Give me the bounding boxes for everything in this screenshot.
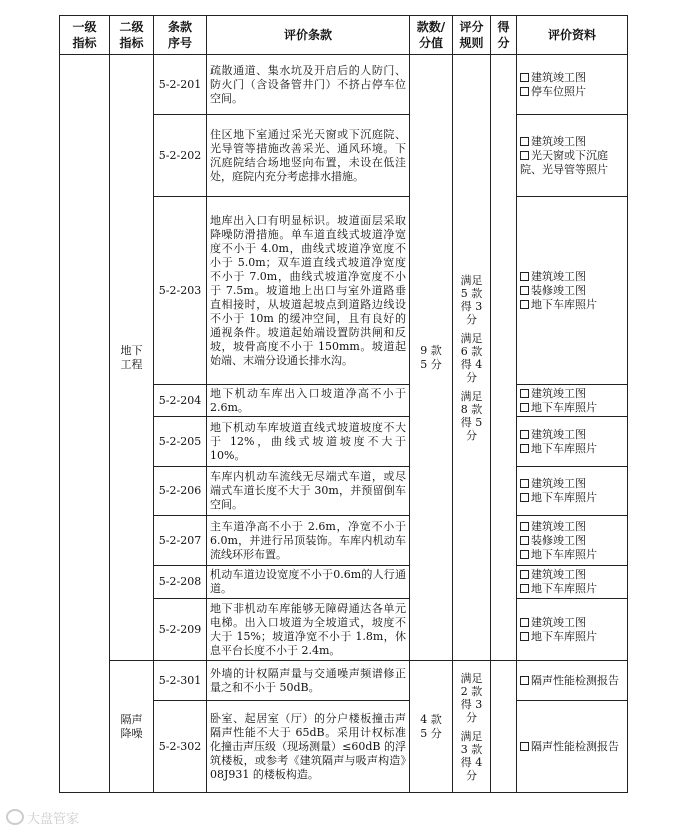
doc-label: 建筑竣工图 xyxy=(531,134,586,148)
evaluation-docs xyxy=(517,197,628,385)
doc-label: 地下车库照片 xyxy=(531,547,597,561)
checkbox[interactable] xyxy=(520,389,529,398)
clause-text: 住区地下室通过采光天窗或下沉庭院、光导管等措施改善采光、通风环境。下沉庭院结合场地竖向布置，未设在低洼处，庭院内充分考虑排水措施。 xyxy=(207,115,410,197)
doc-label: 建筑竣工图 xyxy=(531,568,586,581)
scoring-rule-line: 分 xyxy=(466,370,477,384)
clause-number: 5-2-203 xyxy=(154,197,207,385)
doc-label: 建筑竣工图 xyxy=(531,477,586,490)
scoring-rule xyxy=(456,274,487,326)
score-cell[interactable] xyxy=(491,661,517,793)
checkbox[interactable] xyxy=(520,137,529,146)
scoring-rule-line: 满足 xyxy=(460,331,483,345)
evaluation-docs xyxy=(517,55,628,115)
evaluation-docs xyxy=(517,516,628,566)
doc-label: 建筑竣工图 xyxy=(531,70,586,84)
watermark xyxy=(6,808,79,827)
doc-item xyxy=(520,477,624,491)
header-count-score: 款数/ 分值 xyxy=(410,16,453,55)
header-clause-no: 条款 序号 xyxy=(154,16,207,55)
evaluation-docs xyxy=(517,115,628,197)
checkbox[interactable] xyxy=(520,584,529,593)
scoring-rule-cell xyxy=(453,55,491,661)
clause-text: 地库出入口有明显标识。坡道面层采取降噪防滑措施。单车道直线式坡道净宽度不小于 4.0m，曲线式坡道净宽度不小于 5.0m；双车道直线式坡道净宽度不小于 7.0m，曲线式坡道净宽度不小于 7.5m。坡道地上出口与室外道路垂直相接时，从坡道起坡点到道路边线设不小于 10m 的缓冲空间，且有良好的通视条件。坡道起始端设置防洪闸和反坡，坡骨高度不小于 150mm。坡道起始端、末端分设通长排水沟。 xyxy=(207,197,410,385)
doc-item xyxy=(520,298,624,312)
doc-item xyxy=(520,568,624,582)
evaluation-docs xyxy=(517,566,628,599)
doc-item xyxy=(520,270,624,284)
scoring-rule-line: 6 款 xyxy=(460,344,483,358)
doc-label: 光天窗或下沉庭院、光导管等照片 xyxy=(520,148,608,176)
doc-label: 建筑竣工图 xyxy=(531,615,586,629)
doc-item xyxy=(520,582,624,596)
scoring-rule xyxy=(456,390,487,442)
scoring-rule-line: 得 3 xyxy=(460,697,483,711)
doc-item xyxy=(520,149,624,177)
doc-label: 隔声性能检测报告 xyxy=(531,673,619,687)
scoring-rule-line: 分 xyxy=(466,710,477,724)
checkbox[interactable] xyxy=(520,73,529,82)
scoring-rule-line: 得 4 xyxy=(460,357,483,371)
scoring-rule-line: 5 款 xyxy=(460,286,483,300)
doc-item xyxy=(520,740,624,754)
checkbox[interactable] xyxy=(520,493,529,502)
doc-label: 建筑竣工图 xyxy=(531,269,586,283)
score-cell[interactable] xyxy=(491,55,517,661)
clause-number: 5-2-207 xyxy=(154,516,207,566)
level1-cell xyxy=(60,55,110,793)
scoring-rule-line: 分 xyxy=(466,428,477,442)
scoring-rule xyxy=(456,672,487,724)
table-header-row xyxy=(60,16,628,55)
doc-item xyxy=(520,674,624,688)
clause-number: 5-2-205 xyxy=(154,417,207,467)
scoring-rule-line: 满足 xyxy=(460,389,483,403)
scoring-rule-line: 8 款 xyxy=(460,402,483,416)
doc-label: 建筑竣工图 xyxy=(531,519,586,533)
clause-number: 5-2-206 xyxy=(154,467,207,516)
clause-number: 5-2-204 xyxy=(154,385,207,417)
checkbox[interactable] xyxy=(520,403,529,412)
checkbox[interactable] xyxy=(520,742,529,751)
clause-number: 5-2-301 xyxy=(154,661,207,701)
count-score-cell: 9 款 5 分 xyxy=(410,55,453,661)
doc-item xyxy=(520,491,624,505)
doc-item xyxy=(520,85,624,99)
table-row xyxy=(60,55,628,115)
checkbox[interactable] xyxy=(520,676,529,685)
doc-label: 地下车库照片 xyxy=(531,629,597,643)
checkbox[interactable] xyxy=(520,479,529,488)
watermark-logo-icon xyxy=(6,809,24,825)
doc-item xyxy=(520,71,624,85)
evaluation-docs xyxy=(517,385,628,417)
evaluation-docs xyxy=(517,467,628,516)
doc-item xyxy=(520,135,624,149)
clause-text: 主车道净高不小于 2.6m，净宽不小于 6.0m，并进行吊顶装饰。车库内机动车流线环形布置。 xyxy=(207,516,410,566)
checkbox[interactable] xyxy=(520,87,529,96)
scoring-rule-line: 满足 xyxy=(460,671,483,685)
scoring-rule-line: 分 xyxy=(466,768,477,782)
level2-cell: 地下 工程 xyxy=(110,55,154,661)
header-score: 得 分 xyxy=(491,16,517,55)
doc-label: 装修竣工图 xyxy=(531,533,586,547)
scoring-rule-line: 分 xyxy=(466,312,477,326)
doc-label: 地下车库照片 xyxy=(531,441,597,455)
checkbox[interactable] xyxy=(520,536,529,545)
scoring-rule-line: 得 3 xyxy=(460,299,483,313)
clause-number: 5-2-201 xyxy=(154,55,207,115)
doc-label: 地下车库照片 xyxy=(531,400,597,414)
doc-label: 地下车库照片 xyxy=(531,582,597,595)
evaluation-docs xyxy=(517,417,628,467)
clause-text: 地下非机动车库能够无障碍通达各单元电梯。出入口坡道为全坡道式，坡度不大于 15%；坡道净宽不小于 1.8m，休息平台长度不小于 2.4m。 xyxy=(207,599,410,661)
checkbox[interactable] xyxy=(520,286,529,295)
header-level1: 一级 指标 xyxy=(60,16,110,55)
checkbox[interactable] xyxy=(520,444,529,453)
count-score-cell: 4 款 5 分 xyxy=(410,661,453,793)
doc-label: 装修竣工图 xyxy=(531,283,586,297)
doc-label: 建筑竣工图 xyxy=(531,386,586,400)
doc-label: 地下车库照片 xyxy=(531,491,597,504)
doc-item xyxy=(520,442,624,456)
clause-number: 5-2-202 xyxy=(154,115,207,197)
doc-item xyxy=(520,534,624,548)
scoring-rule xyxy=(456,730,487,782)
clause-number: 5-2-208 xyxy=(154,566,207,599)
header-clause: 评价条款 xyxy=(207,16,410,55)
clause-number: 5-2-209 xyxy=(154,599,207,661)
checkbox[interactable] xyxy=(520,550,529,559)
clause-text: 地下机动车库出入口坡道净高不小于 2.6m。 xyxy=(207,385,410,417)
doc-item xyxy=(520,401,624,415)
doc-item xyxy=(520,520,624,534)
scoring-rule-line: 得 4 xyxy=(460,755,483,769)
doc-item xyxy=(520,284,624,298)
evaluation-table xyxy=(59,15,628,793)
scoring-rule-line: 满足 xyxy=(460,273,483,287)
doc-item xyxy=(520,428,624,442)
checkbox[interactable] xyxy=(520,618,529,627)
checkbox[interactable] xyxy=(520,272,529,281)
watermark-text: 大盘管家 xyxy=(27,812,80,827)
checkbox[interactable] xyxy=(520,632,529,641)
scoring-rule-line: 满足 xyxy=(460,729,483,743)
evaluation-docs xyxy=(517,661,628,701)
checkbox[interactable] xyxy=(520,151,529,160)
evaluation-docs xyxy=(517,701,628,793)
header-level2: 二级 指标 xyxy=(110,16,154,55)
level2-cell: 隔声 降噪 xyxy=(110,661,154,793)
checkbox[interactable] xyxy=(520,300,529,309)
scoring-rule-line: 3 款 xyxy=(460,742,483,756)
header-rule: 评分 规则 xyxy=(453,16,491,55)
doc-label: 建筑竣工图 xyxy=(531,427,586,441)
doc-item xyxy=(520,630,624,644)
doc-label: 地下车库照片 xyxy=(531,297,597,311)
evaluation-docs xyxy=(517,599,628,661)
checkbox[interactable] xyxy=(520,522,529,531)
scoring-rule-cell xyxy=(453,661,491,793)
header-docs: 评价资料 xyxy=(517,16,628,55)
scoring-rule xyxy=(456,332,487,384)
clause-number: 5-2-302 xyxy=(154,701,207,793)
clause-text: 机动车道边设宽度不小于0.6m的人行通道。 xyxy=(207,566,410,599)
doc-label: 停车位照片 xyxy=(531,84,586,98)
doc-item xyxy=(520,616,624,630)
table-row xyxy=(60,661,628,701)
clause-text: 疏散通道、集水坑及开启后的人防门、防火门（含设备管井门）不挤占停车位空间。 xyxy=(207,55,410,115)
scoring-rule-line: 得 5 xyxy=(460,415,483,429)
checkbox[interactable] xyxy=(520,570,529,579)
doc-label: 隔声性能检测报告 xyxy=(531,739,619,753)
clause-text: 车库内机动车流线无尽端式车道，或尽端式车道长度不大于 30m，并预留倒车空间。 xyxy=(207,467,410,516)
doc-item xyxy=(520,387,624,401)
checkbox[interactable] xyxy=(520,430,529,439)
scoring-rule-line: 2 款 xyxy=(460,684,483,698)
doc-item xyxy=(520,548,624,562)
clause-text: 地下机动车库坡道直线式坡道坡度不大于 12%，曲线式坡道坡度不大于 10%。 xyxy=(207,417,410,467)
clause-text: 卧室、起居室（厅）的分户楼板撞击声隔声性能不大于 65dB。采用计权标准化撞击声压级（现场测量）≤60dB 的浮筑楼板，或参考《建筑隔声与吸声构造》08J931 的楼板构造。 xyxy=(207,701,410,793)
clause-text: 外墙的计权隔声量与交通噪声频谱修正量之和不小于 50dB。 xyxy=(207,661,410,701)
